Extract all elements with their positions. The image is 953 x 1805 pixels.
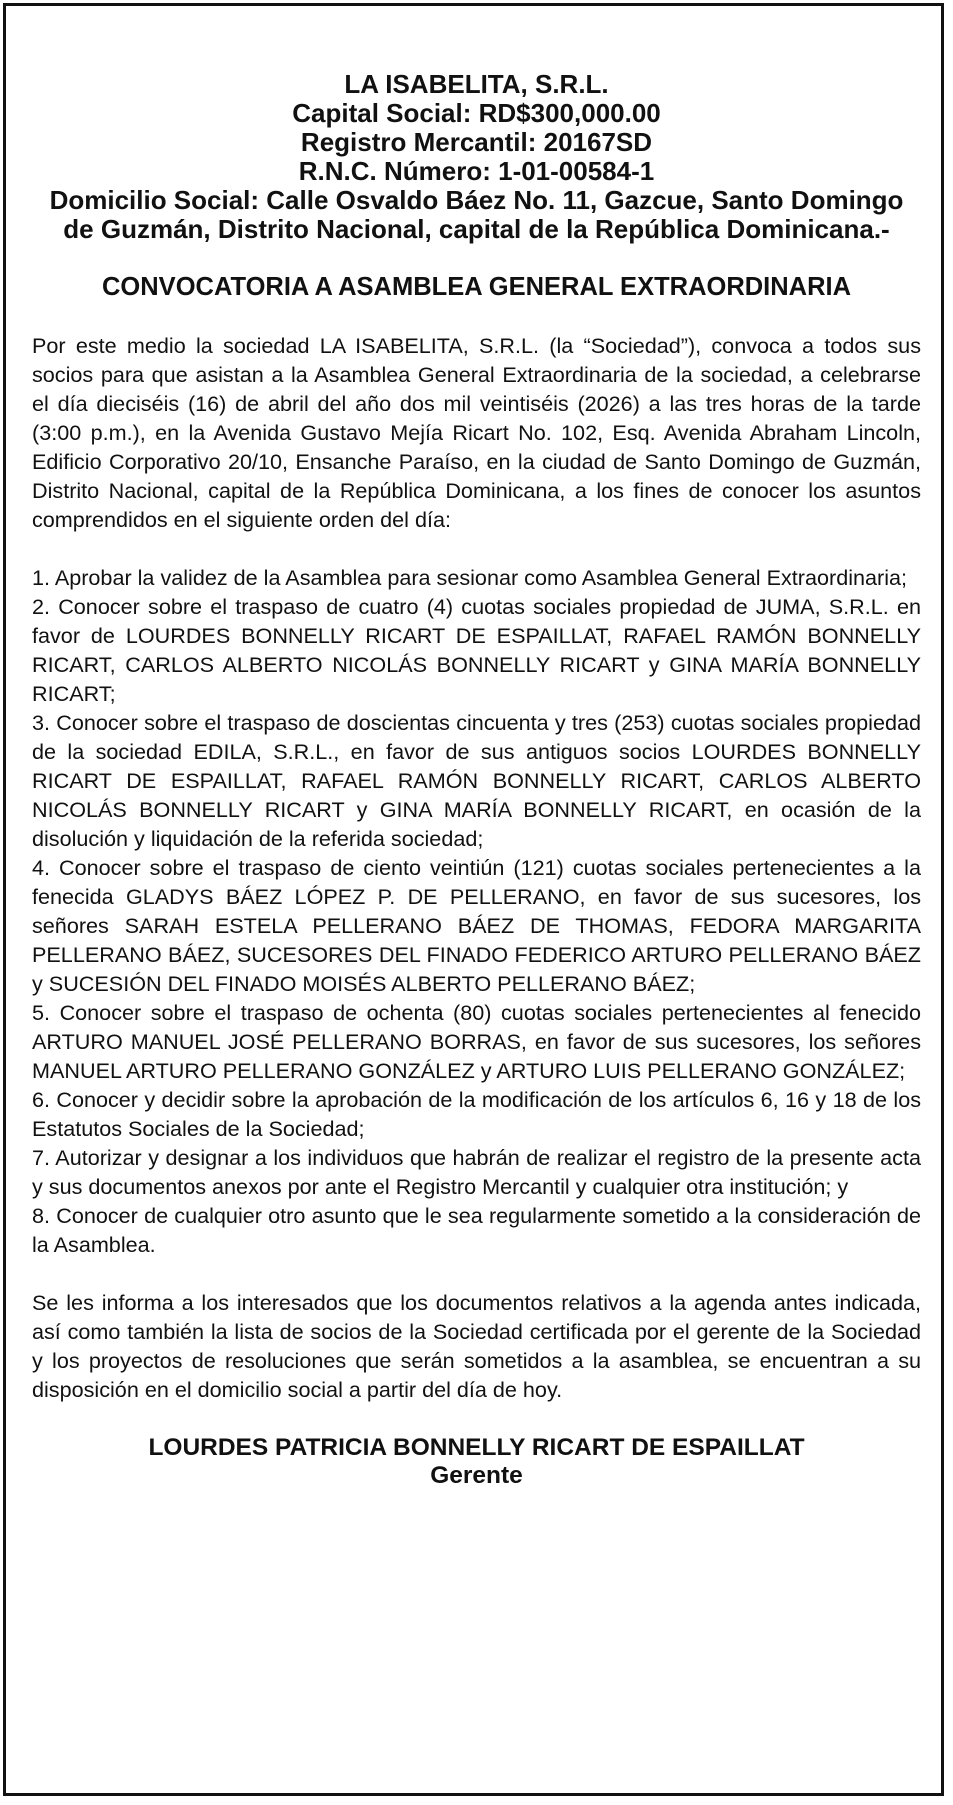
agenda-item: 5. Conocer sobre el traspaso de ochenta (80) cuotas sociales pertenecientes al fenecido ARTURO MANUEL JOSÉ PELLERANO BORRAS, en favor de sus sucesores, los señores MANUEL ARTURO PELLERANO GONZÁLEZ y ARTURO LUIS PELLERANO GONZÁLEZ; bbox=[32, 1000, 921, 1083]
intro-paragraph: Por este medio la sociedad LA ISABELITA, S.R.L. (la “Sociedad”), convoca a todos sus socios para que asistan a la Asamblea General Extraordinaria de la sociedad, a celebrarse el día dieciséis (16) de abril del año dos mil veintiséis (2026) a las tres horas de la tarde (3:00 p.m.), en la Avenida Gustavo Mejía Ricart No. 102, Esq. Avenida Abraham Lincoln, Edificio Corporativo 20/10, Ensanche Paraíso, en la ciudad de Santo Domingo de Guzmán, Distrito Nacional, capital de la República Dominicana, a los fines de conocer los asuntos comprendidos en el siguiente orden del día: bbox=[32, 333, 921, 532]
closing-paragraph: Se les informa a los interesados que los documentos relativos a la agenda antes indicada, así como también la lista de socios de la Sociedad certificada por el gerente de la Sociedad y los proyectos de resoluciones que serán sometidos a la asamblea, se encuentran a su disposición en el domicilio social a partir del día de hoy. bbox=[32, 1290, 921, 1402]
agenda-item: 7. Autorizar y designar a los individuos que habrán de realizar el registro de la presente acta y sus documentos anexos por ante el Registro Mercantil y cualquier otra institución; y bbox=[32, 1145, 921, 1199]
signature-block bbox=[32, 1434, 921, 1490]
agenda-item: 3. Conocer sobre el traspaso de doscientas cincuenta y tres (253) cuotas sociales propiedad de la sociedad EDILA, S.R.L., en favor de sus antiguos socios LOURDES BONNELLY RICART DE ESPAILLAT, RAFAEL RAMÓN BONNELLY RICART, CARLOS ALBERTO NICOLÁS BONNELLY RICART y GINA MARÍA BONNELLY RICART, en ocasión de la disolución y liquidación de la referida sociedad; bbox=[32, 710, 921, 851]
company-header bbox=[32, 70, 921, 244]
document-title: CONVOCATORIA A ASAMBLEA GENERAL EXTRAORDINARIA bbox=[102, 273, 851, 301]
agenda-item: 6. Conocer y decidir sobre la aprobación de la modificación de los artículos 6, 16 y 18 de los Estatutos Sociales de la Sociedad; bbox=[32, 1087, 921, 1141]
agenda-list bbox=[32, 563, 921, 1259]
company-name: LA ISABELITA, S.R.L. bbox=[344, 69, 609, 99]
document-body bbox=[32, 70, 921, 1490]
rnc-number: R.N.C. Número: 1-01-00584-1 bbox=[298, 156, 655, 186]
agenda-item: 4. Conocer sobre el traspaso de ciento veintiún (121) cuotas sociales pertenecientes a la fenecida GLADYS BÁEZ LÓPEZ P. DE PELLERANO, en favor de sus sucesores, los señores SARAH ESTELA PELLERANO BÁEZ DE THOMAS, FEDORA MARGARITA PELLERANO BÁEZ, SUCESORES DEL FINADO FEDERICO ARTURO PELLERANO BÁEZ y SUCESIÓN DEL FINADO MOISÉS ALBERTO PELLERANO BÁEZ; bbox=[32, 855, 921, 996]
agenda-item: 1. Aprobar la validez de la Asamblea para sesionar como Asamblea General Extraordinaria; bbox=[32, 565, 908, 590]
capital-social: Capital Social: RD$300,000.00 bbox=[292, 98, 661, 128]
agenda-item: 2. Conocer sobre el traspaso de cuatro (4) cuotas sociales propiedad de JUMA, S.R.L. en favor de LOURDES BONNELLY RICART DE ESPAILLAT, RAFAEL RAMÓN BONNELLY RICART, CARLOS ALBERTO NICOLÁS BONNELLY RICART y GINA MARÍA BONNELLY RICART; bbox=[32, 594, 921, 706]
signatory-name: LOURDES PATRICIA BONNELLY RICART DE ESPAILLAT bbox=[148, 1434, 805, 1461]
domicilio-social: Domicilio Social: Calle Osvaldo Báez No. 11, Gazcue, Santo Domingo de Guzmán, Distrito Nacional, capital de la República Dominicana.- bbox=[49, 185, 904, 244]
registro-mercantil: Registro Mercantil: 20167SD bbox=[300, 127, 653, 157]
agenda-item: 8. Conocer de cualquier otro asunto que le sea regularmente sometido a la consideración de la Asamblea. bbox=[32, 1203, 921, 1257]
signatory-role: Gerente bbox=[430, 1462, 523, 1489]
